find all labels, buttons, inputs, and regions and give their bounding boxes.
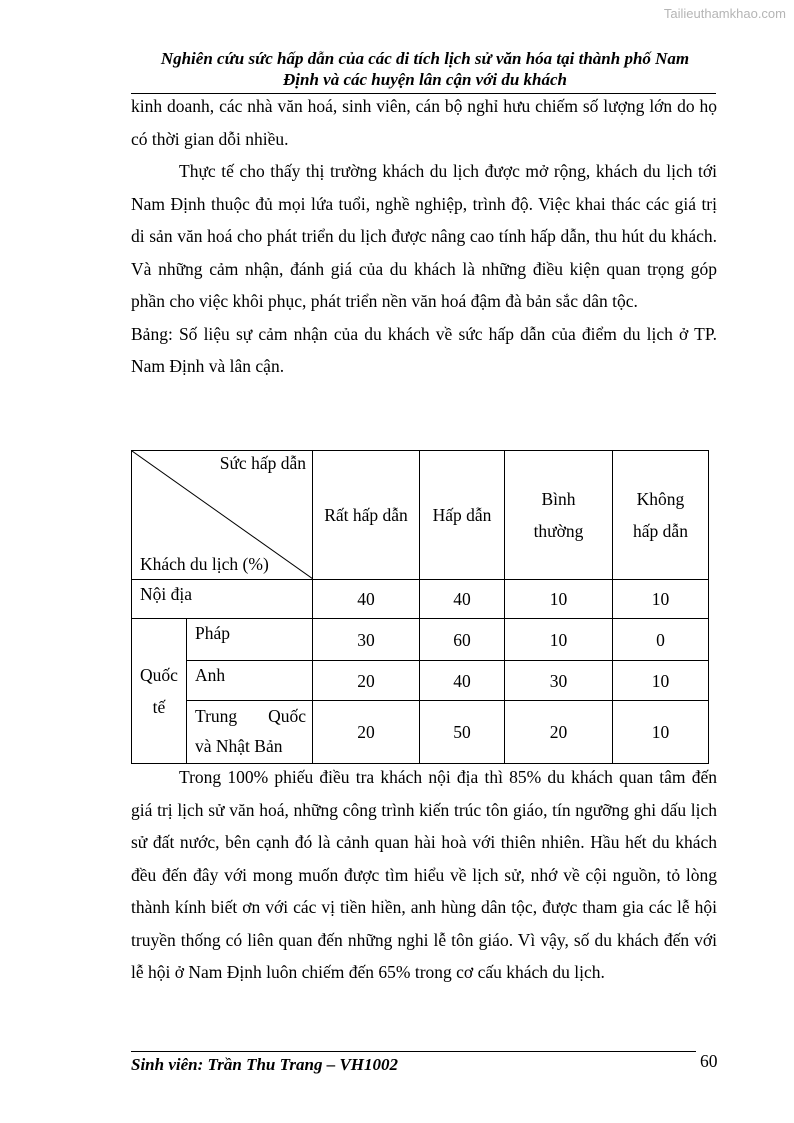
cell-cnjp-not: 10 (613, 701, 709, 764)
cell-france-very: 30 (313, 619, 420, 661)
table-caption: Bảng: Số liệu sự cảm nhận của du khách về sức hấp dẫn của điểm du lịch ở TP. Nam Định và lân cận. (131, 323, 717, 376)
row-label-international: Quốc tế (132, 619, 187, 764)
table-row-china-japan (132, 701, 709, 764)
col-header-very-attractive: Rất hấp dẫn (313, 451, 420, 580)
cell-england-not: 10 (613, 661, 709, 701)
cell-domestic-very: 40 (313, 580, 420, 619)
cell-cnjp-very: 20 (313, 701, 420, 764)
bottom-text-block (131, 761, 717, 989)
label-line-japan: và Nhật Bản (195, 736, 283, 756)
cell-domestic-not: 10 (613, 580, 709, 619)
page-number: 60 (700, 1051, 718, 1071)
top-text-block (131, 90, 717, 383)
cell-france-attractive: 60 (420, 619, 505, 661)
cell-domestic-normal: 10 (505, 580, 613, 619)
corner-label-attractiveness: Sức hấp dẫn (219, 453, 306, 473)
cell-cnjp-attractive: 50 (420, 701, 505, 764)
label-word-trung: Trung (195, 706, 238, 726)
row-label-england: Anh (187, 661, 313, 701)
row-label-china-japan (187, 701, 313, 764)
cell-england-attractive: 40 (420, 661, 505, 701)
attractiveness-table (131, 450, 709, 764)
paragraph-market: Thực tế cho thấy thị trường khách du lịch được mở rộng, khách du lịch tới Nam Định thuộc đủ mọi lứa tuổi, nghề nghiệp, trình độ. Việc khai thác các giá trị di sản văn hoá cho phát triển du lịch được nâng cao tính hấp dẫn, thu hút du khách. Và những cảm nhận, đánh giá của du khách là những điều kiện quan trọng góp phần cho việc khôi phục, phát triển nền văn hoá đậm đà bản sắc dân tộc. (131, 161, 717, 311)
watermark: Tailieuthamkhao.com (663, 6, 786, 21)
table-row-france (132, 619, 709, 661)
cell-england-normal: 30 (505, 661, 613, 701)
col-header-normal: Bình thường (505, 451, 613, 580)
footer-signature: Sinh viên: Trần Thu Trang – VH1002 (131, 1055, 399, 1074)
col-header-not-attractive: Không hấp dẫn (613, 451, 709, 580)
corner-label-visitors: Khách du lịch (%) (140, 554, 269, 574)
cell-domestic-attractive: 40 (420, 580, 505, 619)
header-title-line2: Định và các huyện lân cận với du khách (283, 70, 567, 89)
table-header-row (132, 451, 709, 580)
row-label-france: Pháp (187, 619, 313, 661)
table-row-domestic (132, 580, 709, 619)
table-corner-cell (132, 451, 313, 580)
table-row-england (132, 661, 709, 701)
cell-france-normal: 10 (505, 619, 613, 661)
row-label-domestic: Nội địa (132, 580, 313, 619)
cell-england-very: 20 (313, 661, 420, 701)
paragraph-survey: Trong 100% phiếu điều tra khách nội địa thì 85% du khách quan tâm đến giá trị lịch sử văn hoá, những công trình kiến trúc tôn giáo, tín ngưỡng ghi dấu lịch sử đất nước, bên cạnh đó là cảnh quan hài hoà với thiên nhiên. Hầu hết du khách đều đến đây với mong muốn được tìm hiểu về lịch sử, nhớ về cội nguồn, tỏ lòng thành kính biết ơn với các vị tiền hiền, anh hùng dân tộc, được tham gia các lễ hội truyền thống có liên quan đến những nghi lễ tôn giáo. Vì vậy, số du khách đến với lễ hội ở Nam Định luôn chiếm đến 65% trong cơ cấu khách du lịch. (131, 767, 717, 982)
header-title-line1: Nghiên cứu sức hấp dẫn của các di tích lịch sử văn hóa tại thành phố Nam (160, 49, 690, 68)
paragraph-continuation: kinh doanh, các nhà văn hoá, sinh viên, cán bộ nghỉ hưu chiếm số lượng lớn do họ có thời gian dỗi nhiều. (131, 96, 717, 149)
cell-cnjp-normal: 20 (505, 701, 613, 764)
footer-rule (131, 1051, 696, 1052)
cell-france-not: 0 (613, 619, 709, 661)
page-header (110, 48, 740, 90)
label-word-quoc: Quốc (268, 706, 306, 726)
col-header-attractive: Hấp dẫn (420, 451, 505, 580)
